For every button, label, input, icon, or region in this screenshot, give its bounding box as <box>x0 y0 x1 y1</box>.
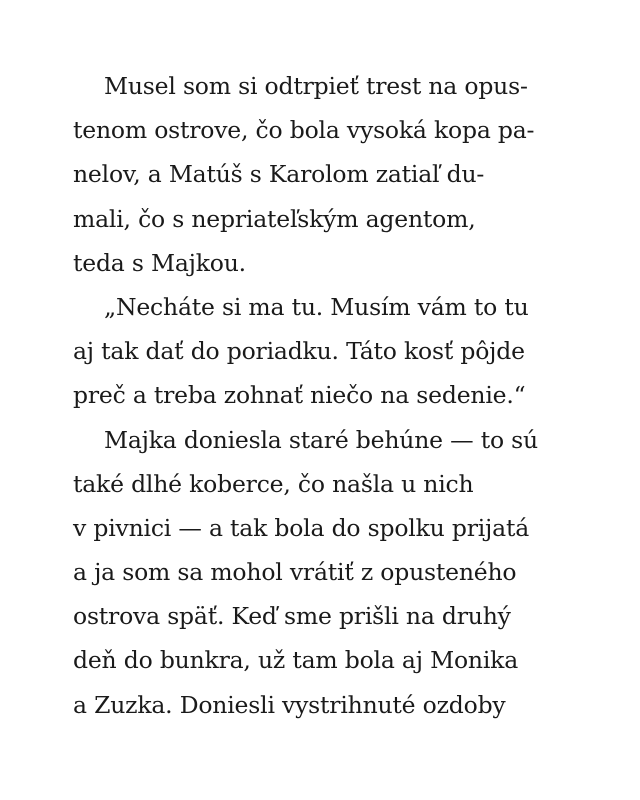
paragraph <box>73 418 593 727</box>
text-line: Majka doniesla staré behúne — to sú <box>104 425 538 454</box>
body-text <box>73 64 593 727</box>
text-line: nelov, a Matúš s Karolom zatiaľ du- <box>73 160 485 189</box>
text-line: ostrova späť. Keď sme prišli na druhý <box>73 602 511 631</box>
paragraph <box>73 64 593 285</box>
text-line: a ja som sa mohol vrátiť z opusteného <box>73 558 517 587</box>
paragraph <box>73 285 593 418</box>
text-line: tenom ostrove, čo bola vysoká kopa pa- <box>73 116 535 145</box>
text-line: preč a treba zohnať niečo na sedenie.“ <box>73 381 526 410</box>
text-line: Musel som si odtrpieť trest na opus- <box>104 72 528 100</box>
text-line: deň do bunkra, už tam bola aj Monika <box>73 646 519 675</box>
text-line: a Zuzka. Doniesli vystrihnuté ozdoby <box>73 690 506 719</box>
text-line: „Necháte si ma tu. Musím vám to tu <box>104 292 529 321</box>
text-line: také dlhé koberce, čo našla u nich <box>73 469 474 498</box>
text-line: aj tak dať do poriadku. Táto kosť pôjde <box>73 337 525 366</box>
text-line: teda s Majkou. <box>73 248 246 277</box>
text-line: v pivnici — a tak bola do spolku prijatá <box>73 513 529 542</box>
text-line: mali, čo s nepriateľským agentom, <box>73 204 476 233</box>
